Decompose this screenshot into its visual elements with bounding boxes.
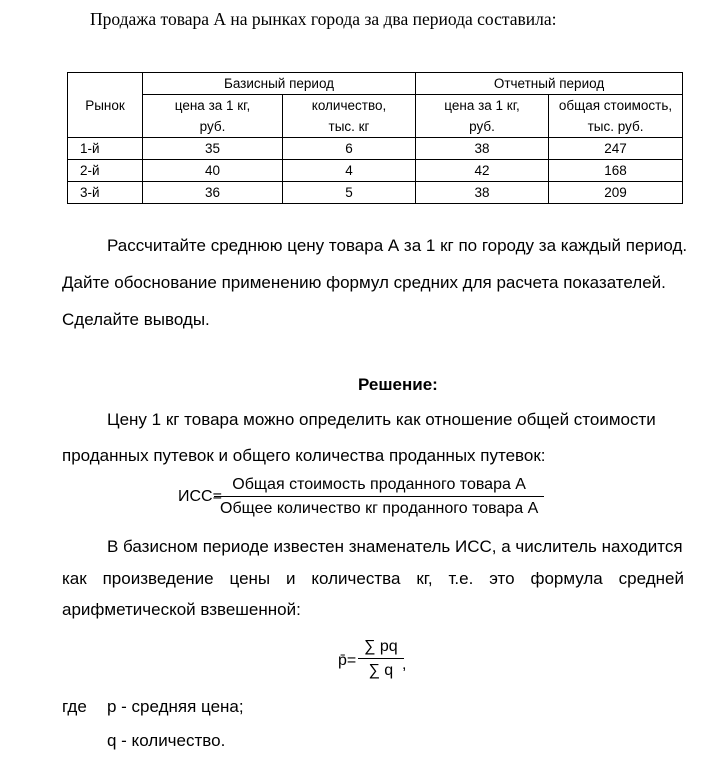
header-report-period: Отчетный период — [416, 73, 683, 95]
header-market: Рынок — [68, 73, 143, 138]
where-label: где — [62, 697, 87, 716]
cell-rep-price: 38 — [416, 138, 549, 160]
cell-base-price: 35 — [143, 138, 283, 160]
solution-line-5: арифметической взвешенной: — [62, 600, 301, 619]
solution-title: Решение: — [358, 375, 438, 394]
cell-market: 2-й — [68, 160, 143, 182]
word: как — [62, 569, 87, 588]
cell-base-qty: 4 — [283, 160, 416, 182]
task-line-1: Рассчитайте среднюю цену товара А за 1 кг по городу за каждый период. — [107, 236, 688, 255]
where-p: p - средняя цена; — [107, 697, 244, 716]
header-base-price: цена за 1 кг, руб. — [143, 95, 283, 138]
word: формула — [530, 569, 603, 588]
formula-mean-comma: , — [402, 656, 407, 673]
word: средней — [618, 569, 684, 588]
word: и — [286, 569, 296, 588]
table-row — [68, 182, 683, 204]
table-row — [68, 138, 683, 160]
solution-line-1: Цену 1 кг товара можно определить как отношение общей стоимости — [107, 410, 656, 429]
cell-base-price: 36 — [143, 182, 283, 204]
header-base-qty: количество, тыс. кг — [283, 95, 416, 138]
word: кг, — [416, 569, 433, 588]
formula-mean-fraction — [358, 638, 407, 680]
table-row — [68, 160, 683, 182]
cell-base-qty: 6 — [283, 138, 416, 160]
word: т.е. — [448, 569, 474, 588]
cell-market: 3-й — [68, 182, 143, 204]
solution-line-2: проданных путевок и общего количества проданных путевок: — [62, 446, 546, 465]
formula-iss-lhs: ИСС= — [178, 488, 222, 505]
cell-base-price: 40 — [143, 160, 283, 182]
formula-mean-numerator: ∑ pq — [358, 638, 404, 659]
header-base-period: Базисный период — [143, 73, 416, 95]
task-line-2: Дайте обоснование применению формул средних для расчета показателей. — [62, 273, 666, 292]
cell-rep-total: 209 — [549, 182, 683, 204]
cell-rep-price: 38 — [416, 182, 549, 204]
formula-iss-denominator: Общее количество кг проданного товара А — [220, 500, 539, 517]
solution-line-4 — [62, 569, 684, 589]
formula-mean-lhs: p̄= — [338, 652, 357, 669]
heading: Продажа товара А на рынках города за два периода составила: — [90, 9, 557, 29]
word: произведение — [102, 569, 214, 588]
formula-mean-denominator: ∑ q — [368, 662, 394, 679]
cell-base-qty: 5 — [283, 182, 416, 204]
cell-rep-total: 247 — [549, 138, 683, 160]
solution-line-3: В базисном периоде известен знаменатель ИСС, а числитель находится — [107, 537, 683, 556]
cell-market: 1-й — [68, 138, 143, 160]
formula-iss-numerator: Общая стоимость проданного товара А — [214, 476, 544, 497]
cell-rep-price: 42 — [416, 160, 549, 182]
header-rep-price: цена за 1 кг, руб. — [416, 95, 549, 138]
where-q: q - количество. — [107, 731, 226, 750]
task-line-3: Сделайте выводы. — [62, 310, 210, 329]
cell-rep-total: 168 — [549, 160, 683, 182]
word: это — [489, 569, 515, 588]
header-rep-total: общая стоимость, тыс. руб. — [549, 95, 683, 138]
formula-iss-fraction — [214, 476, 544, 518]
word: количества — [311, 569, 401, 588]
word: цены — [229, 569, 271, 588]
sales-table — [67, 72, 683, 204]
